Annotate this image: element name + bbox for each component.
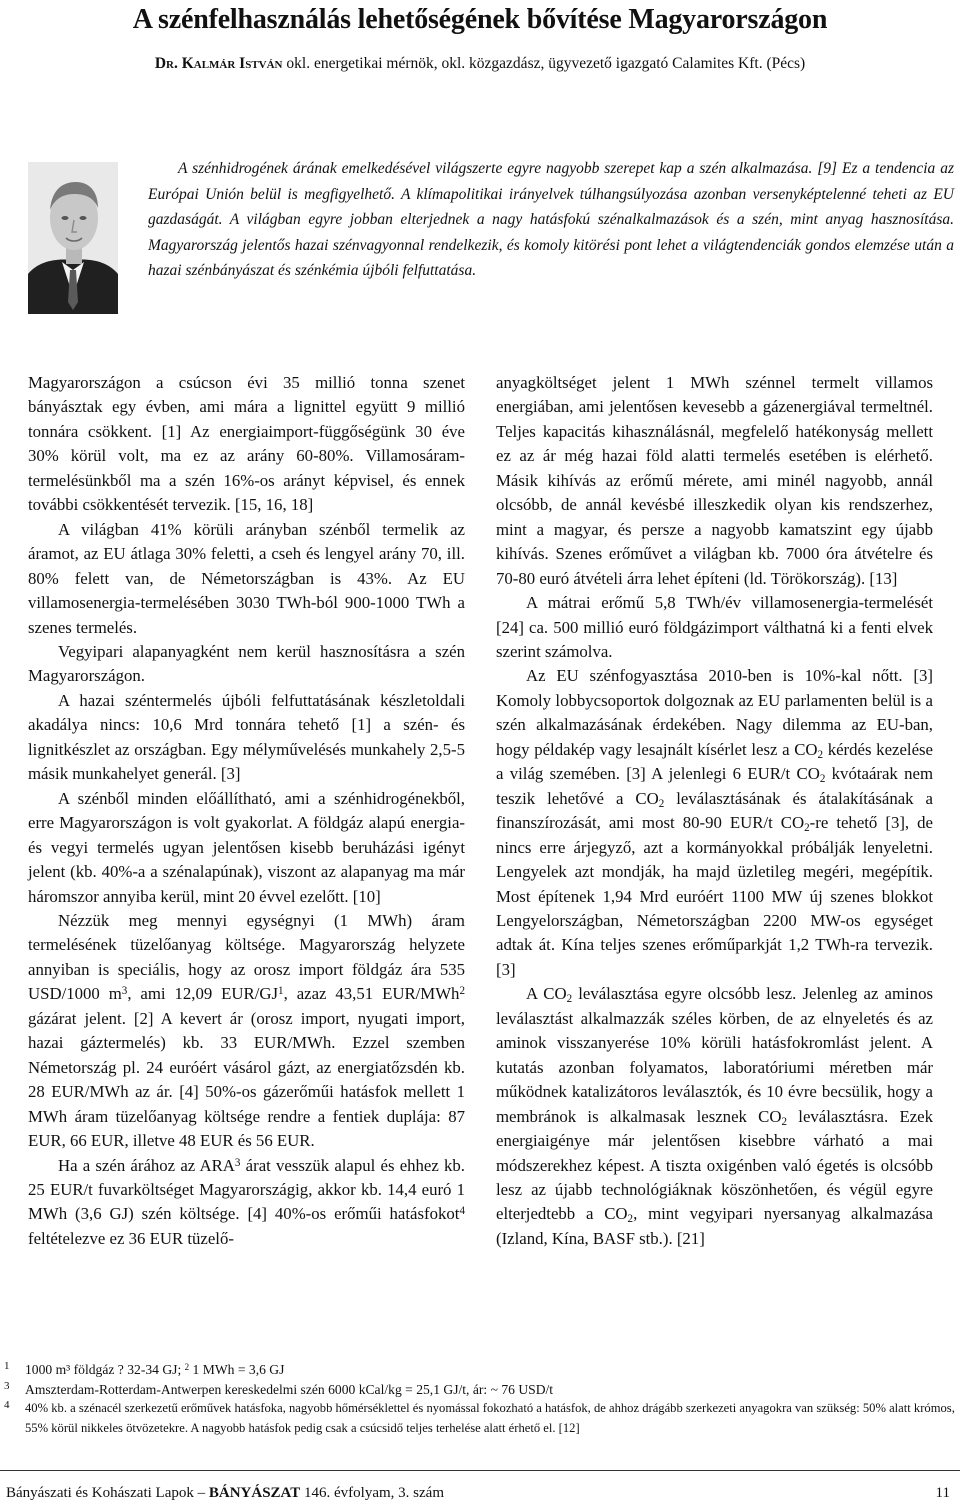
footnote-ref[interactable]: 3 bbox=[234, 1156, 241, 1169]
footnote-1 bbox=[4, 1360, 956, 1380]
footer-divider bbox=[0, 1470, 960, 1471]
abstract bbox=[148, 156, 954, 284]
text-run: , azaz 43,51 EUR/MWh bbox=[283, 984, 460, 1004]
paragraph bbox=[28, 909, 465, 1154]
abstract-text: A szénhidrogének árának emelkedésével világszerte egyre nagyobb szerepet kap a szén alkalmazása. [9] Ez a tendencia az Európai Unión belül is megfigyelhető. A klímapolitikai irányelvek túlhangsúlyozása azonban versenyképtelenné teheti az EU gazdaságát. A világban egyre jobban elterjednek a nagy hatásfokú szénalkalmazások és a szén, mint anyag hasznosítása. Magyarország jelentős hazai szénvagyonnal rendelkezik, és komoly kitörési pont lehet a világtendenciák gondos elemzése után a hazai szénbányászat és szénkémia újbóli felfuttatása. bbox=[148, 160, 954, 279]
subscript: 2 bbox=[804, 821, 810, 834]
footnote-ref[interactable]: 1 bbox=[278, 985, 284, 998]
page-number: 11 bbox=[935, 1485, 950, 1501]
footnotes bbox=[4, 1360, 956, 1438]
text-run: Nézzük meg mennyi egységnyi (1 MWh) áram termelésének tüzelőanyag költsége. Magyarország helyzete annyiban is speciális, hogy az orosz import földgáz ára 535 USD/1000 m bbox=[28, 910, 465, 1004]
footnote-3 bbox=[4, 1380, 956, 1400]
text-run: -re tehető [3], de nincs erre árjegyző, azt a kormányokkal próbálják lenyeletni. Lengyelek azt mondják, ha majd üzletileg megéri, megépítik. Most építenek 1,94 Mrd euróért 1100 MW új szenes blokkot Lengyelországban, Németországban 2200 MW-os egységet adtak át. Kína teljes szenes erőműparkját 1,2 TWh-ra tervezik. [3] bbox=[496, 813, 933, 979]
author-portrait-image bbox=[28, 162, 118, 314]
journal-issue: 146. évfolyam, 3. szám bbox=[304, 1485, 444, 1501]
footnote-marker: 1 bbox=[4, 1360, 10, 1372]
footnote-ref[interactable]: 4 bbox=[459, 1205, 465, 1218]
footnote-marker: 2 bbox=[184, 1361, 190, 1372]
paragraph bbox=[496, 664, 933, 982]
footnote-text: 40% kb. a szénacél szerkezetű erőművek hatásfoka, nagyobb hőmérséklettel és nyomással fokozható a hatásfok, de ahhoz drágább szerkezeti anyagokra van szükség: 50% alatt krómos, 55% körül nikkeles ötvözetekre. A nagyobb hatásfok pedig csak a csúcsidő teljes terhelése alatt érhető el. [12] bbox=[25, 1401, 955, 1435]
text-run: kvótaárak nem teszik lehetővé a CO bbox=[496, 764, 933, 808]
subscript: 2 bbox=[781, 1115, 788, 1128]
text-run: árat vesszük alapul és ehhez kb. 25 EUR/t fuvarköltséget Magyarországig, akkor kb. 14,4 euró 1 MWh (3,6 GJ) szén költsége. [4] 40%-os erőműi hatásfokot bbox=[28, 1155, 465, 1224]
text-run: A CO bbox=[526, 984, 567, 1004]
subscript: 2 bbox=[627, 1213, 634, 1226]
footnote-marker: 3 bbox=[4, 1379, 10, 1392]
paragraph bbox=[496, 982, 933, 1251]
text-run: , mint vegyipari nyersanyag alkalmazása (Izland, Kína, BASF stb.). [21] bbox=[496, 1204, 933, 1248]
paragraph: Vegyipari alapanyagként nem kerül hasznosításra a szén Magyarországon. bbox=[28, 641, 465, 686]
text-run: kérdés kezelése a világ szemében. [3] A jelenlegi 6 EUR/t CO bbox=[496, 739, 933, 784]
subscript: 2 bbox=[819, 773, 826, 786]
author-name: Dr. Kalmár István bbox=[154, 55, 283, 72]
text-run: , ami 12,09 EUR/GJ bbox=[127, 984, 279, 1004]
subscript: 2 bbox=[817, 748, 824, 761]
text-run: leválasztásának és átalakításának a finanszírozását, ami most 80-90 EUR/t CO bbox=[496, 788, 933, 833]
journal-name: Bányászati és Kohászati Lapok – bbox=[6, 1485, 206, 1501]
paragraph: anyagköltséget jelent 1 MWh szénnel termelt villamos energiában, ami jelentősen kevesebb a gázenergiával termeltnél. Teljes kapacitás kihasználásnál, megfelelő hatékonyság mellett ez az ár még hazai föld alatti termelés esetében is elérhető. Másik kihívás az erőmű mérete, ami minél nagyobb, annál olcsóbb, de annál kevésbé illeszkedik olyan kis rendszerhez, mint a magyar, és persze a nagyobb kamatszint egy újabb kihívás. Szenes erőművet a világban kb. 7000 óra átvételre és 70-80 euró átvételi árra lehet építeni (ld. Törökország). [13] bbox=[496, 373, 933, 588]
footnote-marker: 4 bbox=[4, 1399, 10, 1411]
author-role: okl. energetikai mérnök, okl. közgazdász, ügyvezető igazgató Calamites Kft. (Pécs) bbox=[286, 55, 806, 72]
footnote-text: 1 MWh = 3,6 GJ bbox=[192, 1362, 285, 1377]
subscript: 2 bbox=[658, 797, 665, 810]
paragraph: A világban 41% körüli arányban szénből termelik az áramot, az EU átlaga 30% feletti, a cseh és lengyel arány 70, ill. 80% felett van, de Németországban is 43%. Az EU villamosenergia-termelésében 3030 TWh-ból 900-1000 TWh a szenes termelés. bbox=[28, 519, 465, 637]
text-run: leválasztása egyre olcsóbb lesz. Jelenleg az aminos leválasztást alkalmazzák széles körben, de az elnyeletés és az aminok visszanyerése 10% körüli hatásfokromlást jelent. A kutatás azonban folyamatos, laboratóriumi méretben már működnek katalizátoros leválasztók, és 10 évre becsülik, hogy a membránok is alkalmasak lesznek CO bbox=[496, 984, 933, 1126]
article-title: A szénfelhasználás lehetőségének bővítése Magyarországon bbox=[132, 4, 828, 35]
author-photo bbox=[28, 162, 118, 314]
footnote-4 bbox=[4, 1399, 956, 1438]
text-run: feltételezve ez 36 EUR tüzelő- bbox=[28, 1228, 234, 1248]
paragraph: A hazai széntermelés újbóli felfuttatásának készletoldali akadálya nincs: 10,6 Mrd tonnára tehető [1] a szén- és lignitkészlet az országban. Egy mélyművelésés munkahely 2,5-5 másik munkahelyet generál. [3] bbox=[28, 690, 465, 784]
journal-section: BÁNYÁSZAT bbox=[208, 1485, 301, 1501]
paragraph bbox=[28, 1154, 465, 1252]
left-column bbox=[28, 371, 465, 1251]
text-run: Az EU szénfogyasztása 2010-ben is 10%-kal nőtt. [3] Komoly lobbycsoportok dolgoznak az EU parlamenten belül is a szén alkalmazásának érdekében. Nagy dilemma az EU-ban, hogy példakép vagy lesajnált kísérlet lesz a CO bbox=[496, 666, 933, 759]
author-line bbox=[0, 55, 960, 73]
paragraph: A mátrai erőmű 5,8 TWh/év villamosenergia-termelését [24] ca. 500 millió euró földgázimport válthatná ki a fenti elvek szerint számolva. bbox=[496, 593, 933, 661]
footnote-text: Amszterdam-Rotterdam-Antwerpen kereskedelmi szén 6000 kCal/kg = 25,1 GJ/t, ár: ~ 76 USD/t bbox=[25, 1381, 554, 1397]
subscript: 2 bbox=[566, 993, 573, 1006]
superscript: 3 bbox=[121, 985, 128, 998]
footnote-text: 1000 m³ földgáz ? 32-34 GJ; bbox=[25, 1362, 182, 1377]
right-column bbox=[496, 371, 933, 1251]
footnote-ref[interactable]: 2 bbox=[459, 985, 465, 998]
paragraph: A szénből minden előállítható, ami a szénhidrogénekből, erre Magyarországon is volt gyakorlat. A földgáz alapú energia- és vegyi termelés ugyan jelentősen kisebb beruházási igényt jelent (kb. 40%-a a szénalapúnak), viszont az alapanyag ma már háromszor annyiba kerül, mint 20 évvel ezelőtt. [10] bbox=[28, 788, 465, 906]
text-run: gázárat jelent. [2] A kevert ár (orosz import, nyugati import, hazai gáztermelés) kb. 33 EUR/MWh. Ezzel szemben Németország pl. 24 euróért vásárol gázt, az energiatőzsdén kb. 28 EUR/MWh az ár. [4] 50%-os gázerőműi hatásfok mellett 1 MWh áram tüzelőanyag költsége rendre a fentiek duplája: 87 EUR, 66 EUR, illetve 48 EUR és 56 EUR. bbox=[28, 1008, 465, 1151]
paragraph: Magyarországon a csúcson évi 35 millió tonna szenet bányásztak egy évben, ami mára a lignittel együtt 9 millió tonnára csökkent. [1] Az energiaimport-függőségünk 30 éve 30% körül volt, ma ez az arány 60-80%. Villamosáram-termelésünkből ma a szén 16%-os arányt képvisel, és ennek további csökkentését tervezik. [15, 16, 18] bbox=[28, 373, 465, 515]
text-run: leválasztásra. Ezek energiaigénye már jelentősen kisebbre várható a mai módszerekhez képest. A tiszta oxigénben való égetés is olcsóbb lesz az újabb technológiáknak köszönhetően, és végül egyre elterjedtebb a CO bbox=[496, 1106, 933, 1224]
text-run: Ha a szén árához az ARA bbox=[58, 1155, 235, 1175]
page-footer bbox=[6, 1485, 954, 1505]
